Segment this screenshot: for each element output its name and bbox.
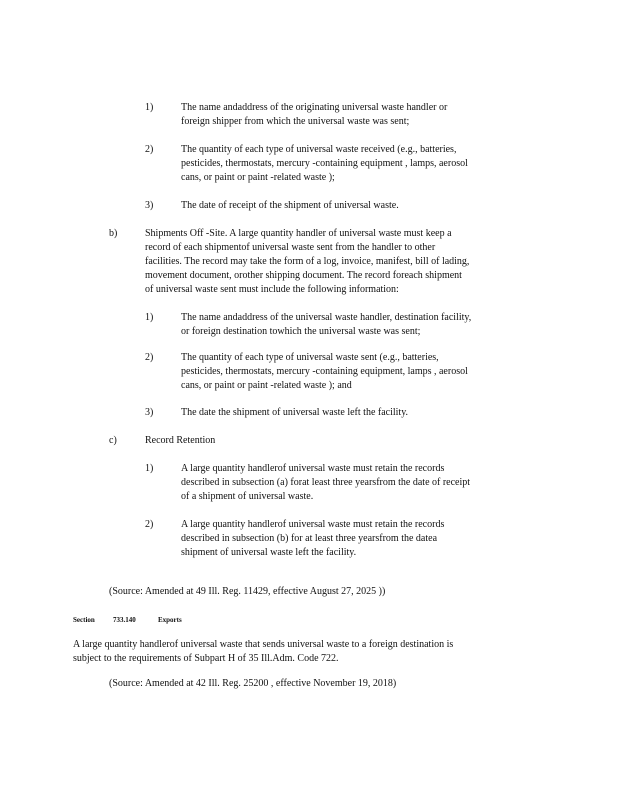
list-item-text [181,351,468,393]
text-line: shipment of universal waste left the facility. [181,547,357,558]
text-line: A large quantity handlerof universal waste must retain the records [181,519,445,530]
text-line: cans, or paint or paint -related waste ); and [181,380,352,391]
text-line: described in subsection (a) forat least three yearsfrom the date of receipt [181,477,471,488]
text-line: of a shipment of universal waste. [181,491,314,502]
text-line: A large quantity handlerof universal waste that sends universal waste to a foreign destination is [73,639,454,650]
text-line: pesticides, thermostats, mercury -containing equipment , lamps, aerosol [181,158,468,169]
text-line: The quantity of each type of universal waste sent (e.g., batteries, [181,352,439,363]
list-item-text [181,406,408,420]
text-line: or foreign destination towhich the universal waste was sent; [181,326,421,337]
subsection-paragraph [145,227,469,297]
list-marker: 1) [145,463,154,474]
text-line: A large quantity handlerof universal waste must retain the records [181,463,445,474]
list-item-text [181,518,444,560]
list-marker: 2) [145,144,154,155]
text-line: The date of receipt of the shipment of universal waste. [181,200,399,211]
section-title: Exports [158,616,182,624]
text-line: facilities. The record may take the form of a log, invoice, manifest, bill of lading, [145,256,470,267]
text-line: The name andaddress of the originating universal waste handler or [181,102,448,113]
text-line: of universal waste sent must include the following information: [145,284,399,295]
list-marker: 1) [145,102,154,113]
list-marker: 1) [145,312,154,323]
list-item-text [181,462,470,504]
section-number: 733.140 [113,616,136,624]
text-line: The date the shipment of universal waste left the facility. [181,407,409,418]
list-marker: 2) [145,519,154,530]
source-note: (Source: Amended at 42 Ill. Reg. 25200 , effective November 19, 2018) [109,678,397,689]
text-line: pesticides, thermostats, mercury -containing equipment, lamps , aerosol [181,366,468,377]
list-item-text [181,199,399,213]
list-marker: 2) [145,352,154,363]
subsection-marker: b) [109,228,118,239]
section-label: Section [73,616,95,624]
text-line: subject to the requirements of Subpart H of 35 Ill.Adm. Code 722. [73,653,339,664]
list-item-text [181,143,468,185]
text-line: The name andaddress of the universal waste handler, destination facility, [181,312,472,323]
text-line: The quantity of each type of universal waste received (e.g., batteries, [181,144,457,155]
text-line: record of each shipmentof universal waste sent from the handler to other [145,242,436,253]
text-line: cans, or paint or paint -related waste ); [181,172,335,183]
list-item-text [181,311,471,339]
text-line: Shipments Off -Site. A large quantity handler of universal waste must keep a [145,228,452,239]
text-line: described in subsection (b) for at least three yearsfrom the datea [181,533,438,544]
list-item-text [181,101,447,129]
section-body [73,638,453,666]
subsection-marker: c) [109,435,117,446]
text-line: movement document, orother shipping document. The record foreach shipment [145,270,462,281]
list-marker: 3) [145,200,154,211]
list-marker: 3) [145,407,154,418]
source-note: (Source: Amended at 49 Ill. Reg. 11429, effective August 27, 2025 )) [109,586,386,597]
text-line: foreign shipper from which the universal waste was sent; [181,116,410,127]
subsection-title: Record Retention [145,435,216,446]
